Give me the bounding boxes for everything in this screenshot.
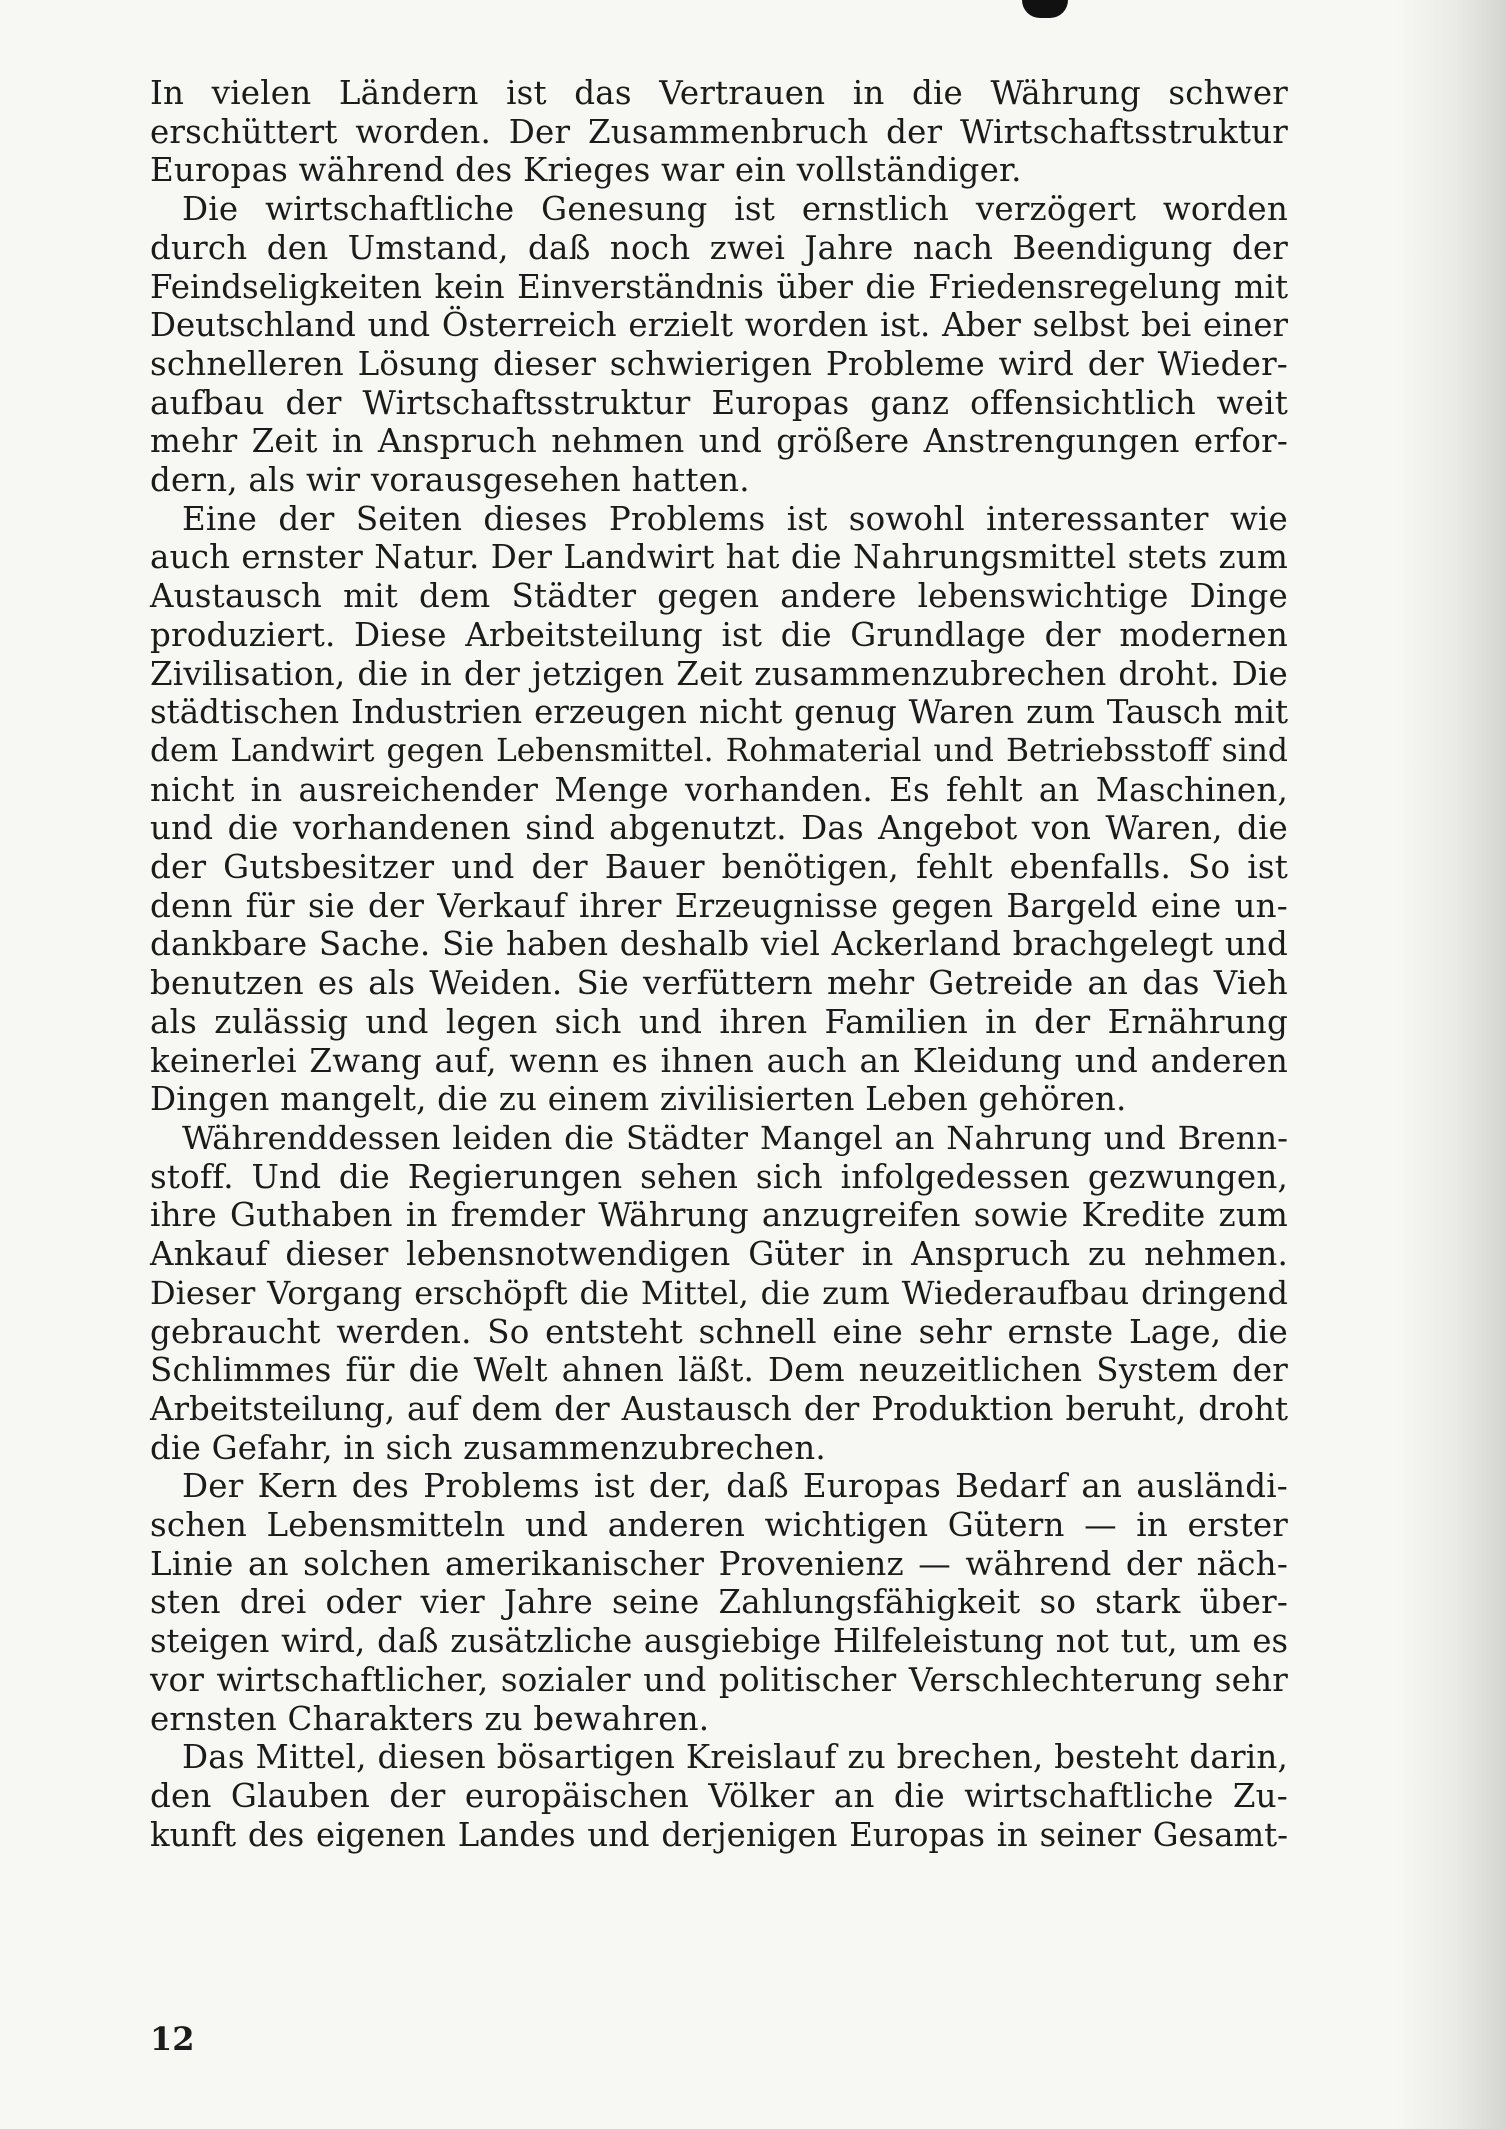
- text-line: Ankauf dieser lebensnotwendigen Güter in Anspruch zu nehmen.: [150, 1235, 1288, 1274]
- text-line: Die wirtschaftliche Genesung ist ernstlich verzögert worden: [182, 190, 1288, 229]
- text-line: mehr Zeit in Anspruch nehmen und größere Anstrengungen erfor-: [150, 422, 1288, 461]
- text-line: Arbeitsteilung, auf dem der Austausch der Produktion beruht, droht: [150, 1389, 1288, 1428]
- text-line: vor wirtschaftlicher, sozialer und politischer Verschlechterung sehr: [150, 1660, 1288, 1699]
- paragraph: [150, 1119, 1288, 1467]
- text-line: und die vorhandenen sind abgenutzt. Das Angebot von Waren, die: [150, 809, 1288, 848]
- text-line: Eine der Seiten dieses Problems ist sowohl interessanter wie: [182, 499, 1288, 538]
- text-line: Dieser Vorgang erschöpft die Mittel, die zum Wiederaufbau dringend: [150, 1273, 1288, 1312]
- paragraph: [150, 1738, 1288, 1854]
- text-line: kunft des eigenen Landes und derjenigen Europas in seiner Gesamt-: [150, 1815, 1288, 1854]
- text-line: ernsten Charakters zu bewahren.: [150, 1699, 710, 1738]
- text-line: produziert. Diese Arbeitsteilung ist die Grundlage der modernen: [150, 615, 1288, 654]
- text-line: durch den Umstand, daß noch zwei Jahre nach Beendigung der: [150, 228, 1288, 267]
- text-line: die Gefahr, in sich zusammenzubrechen.: [150, 1428, 826, 1467]
- paragraph: [150, 1467, 1288, 1738]
- text-line: Europas während des Krieges war ein vollständiger.: [150, 151, 1022, 190]
- body-text: [150, 74, 1288, 1854]
- text-line: keinerlei Zwang auf, wenn es ihnen auch an Kleidung und anderen: [150, 1041, 1288, 1080]
- text-line: dem Landwirt gegen Lebensmittel. Rohmaterial und Betriebsstoff sind: [150, 732, 1288, 769]
- text-line: städtischen Industrien erzeugen nicht genug Waren zum Tausch mit: [150, 693, 1288, 732]
- text-line: steigen wird, daß zusätzliche ausgiebige Hilfeleistung not tut, um es: [150, 1622, 1288, 1661]
- text-line: den Glauben der europäischen Völker an die wirtschaftliche Zu-: [150, 1776, 1288, 1815]
- text-line: In vielen Ländern ist das Vertrauen in die Währung schwer: [150, 74, 1288, 112]
- text-line: Linie an solchen amerikanischer Provenienz — während der näch-: [150, 1544, 1288, 1583]
- text-line: auch ernster Natur. Der Landwirt hat die Nahrungsmittel stets zum: [150, 538, 1288, 577]
- text-line: der Gutsbesitzer und der Bauer benötigen, fehlt ebenfalls. So ist: [150, 848, 1288, 887]
- text-line: schnelleren Lösung dieser schwierigen Probleme wird der Wieder-: [150, 344, 1288, 383]
- paragraph: [150, 500, 1288, 1119]
- text-line: schen Lebensmitteln und anderen wichtigen Gütern — in erster: [150, 1506, 1288, 1545]
- text-line: gebraucht werden. So entsteht schnell eine sehr ernste Lage, die: [150, 1312, 1288, 1351]
- page-number: 12: [150, 2020, 195, 2058]
- paragraph: [150, 74, 1288, 190]
- text-line: erschüttert worden. Der Zusammenbruch der Wirtschaftsstruktur: [150, 112, 1288, 151]
- text-line: Feindseligkeiten kein Einverständnis über die Friedensregelung mit: [150, 267, 1288, 306]
- text-line: benutzen es als Weiden. Sie verfüttern mehr Getreide an das Vieh: [150, 964, 1288, 1003]
- paragraph: [150, 190, 1288, 500]
- text-line: Austausch mit dem Städter gegen andere lebenswichtige Dinge: [150, 577, 1288, 616]
- text-line: dern, als wir vorausgesehen hatten.: [150, 461, 750, 500]
- text-line: dankbare Sache. Sie haben deshalb viel Ackerland brachgelegt und: [150, 925, 1288, 964]
- text-line: Dingen mangelt, die zu einem zivilisierten Leben gehören.: [150, 1080, 1127, 1119]
- text-line: Deutschland und Österreich erzielt worden ist. Aber selbst bei einer: [150, 306, 1288, 345]
- text-line: nicht in ausreichender Menge vorhanden. Es fehlt an Maschinen,: [150, 770, 1288, 809]
- text-line: Zivilisation, die in der jetzigen Zeit zusammenzubrechen droht. Die: [150, 654, 1288, 693]
- text-line: ihre Guthaben in fremder Währung anzugreifen sowie Kredite zum: [150, 1196, 1288, 1235]
- text-line: sten drei oder vier Jahre seine Zahlungsfähigkeit so stark über-: [150, 1583, 1288, 1622]
- text-line: Der Kern des Problems ist der, daß Europas Bedarf an ausländi-: [182, 1467, 1288, 1506]
- text-line: aufbau der Wirtschaftsstruktur Europas ganz offensichtlich weit: [150, 383, 1288, 422]
- ink-blot: [1022, 0, 1068, 18]
- text-line: Schlimmes für die Welt ahnen läßt. Dem neuzeitlichen System der: [150, 1351, 1288, 1390]
- text-line: Währenddessen leiden die Städter Mangel an Nahrung und Brenn-: [182, 1118, 1288, 1157]
- text-line: Das Mittel, diesen bösartigen Kreislauf zu brechen, besteht darin,: [182, 1738, 1288, 1777]
- text-line: als zulässig und legen sich und ihren Familien in der Ernährung: [150, 1002, 1288, 1041]
- text-line: stoff. Und die Regierungen sehen sich infolgedessen gezwungen,: [150, 1157, 1288, 1196]
- text-line: denn für sie der Verkauf ihrer Erzeugnisse gegen Bargeld eine un-: [150, 886, 1288, 925]
- page-edge-shadow: [1395, 0, 1505, 2129]
